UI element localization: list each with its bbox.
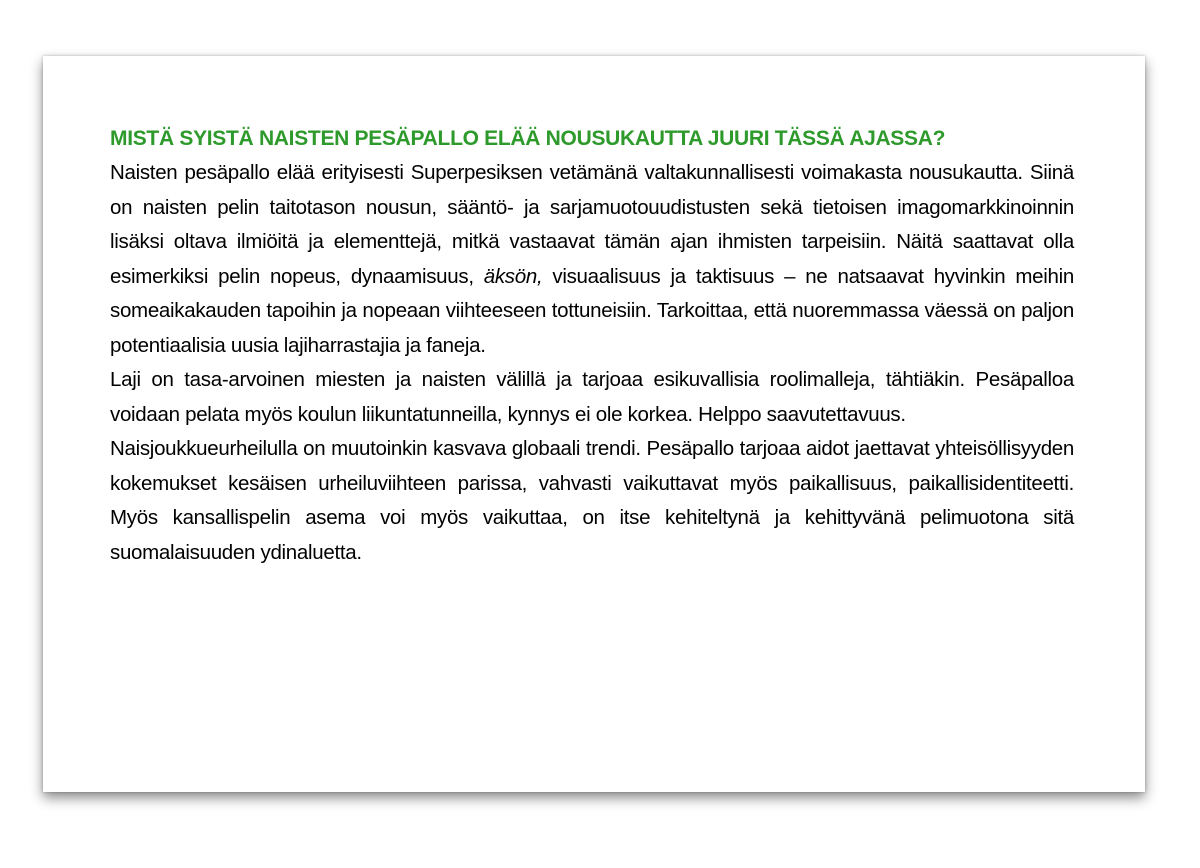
paragraph-1	[110, 156, 1074, 363]
article-body	[110, 122, 1074, 570]
paragraph-1-text-start: Naisten pesäpallo elää erityisesti Superpesiksen vetämänä valtakunnallisesti voimakasta nousukautta. Siinä on naisten pelin taitotason nousun, sääntö- ja sarjamuotouudistusten sekä tietoisen imagomarkkinoinnin lisäksi oltava ilmiöitä ja elementtejä, mitkä vastaavat tämän ajan ihmisten tarpeisiin. Näitä saattavat olla esimerkiksi pelin nopeus, dynaamisuus,	[110, 161, 1074, 288]
paragraph-1-italic-word: äksön,	[483, 264, 543, 288]
paragraph-1-text-end: visuaalisuus ja taktisuus – ne natsaavat hyvinkin meihin someaikakauden tapoihin ja nopeaan viihteeseen tottuneisiin. Tarkoittaa, että nuoremmassa väessä on paljon potentiaalisia uusia lajiharrastajia ja faneja.	[110, 264, 1074, 357]
article-heading: MISTÄ SYISTÄ NAISTEN PESÄPALLO ELÄÄ NOUSUKAUTTA JUURI TÄSSÄ AJASSA?	[110, 127, 946, 150]
document-page	[43, 56, 1145, 792]
paragraph-2: Laji on tasa-arvoinen miesten ja naisten välillä ja tarjoaa esikuvallisia roolimalleja, tähtiäkin. Pesäpalloa voidaan pelata myös koulun liikuntatunneilla, kynnys ei ole korkea. Helppo saavutettavuus.	[110, 368, 1074, 426]
paragraph-3: Naisjoukkueurheilulla on muutoinkin kasvava globaali trendi. Pesäpallo tarjoaa aidot jaettavat yhteisöllisyyden kokemukset kesäisen urheiluviihteen parissa, vahvasti vaikuttavat myös paikallisuus, paikallisidentiteetti. Myös kansallispelin asema voi myös vaikuttaa, on itse kehiteltynä ja kehittyvänä pelimuotona sitä suomalaisuuden ydinaluetta.	[110, 437, 1074, 564]
